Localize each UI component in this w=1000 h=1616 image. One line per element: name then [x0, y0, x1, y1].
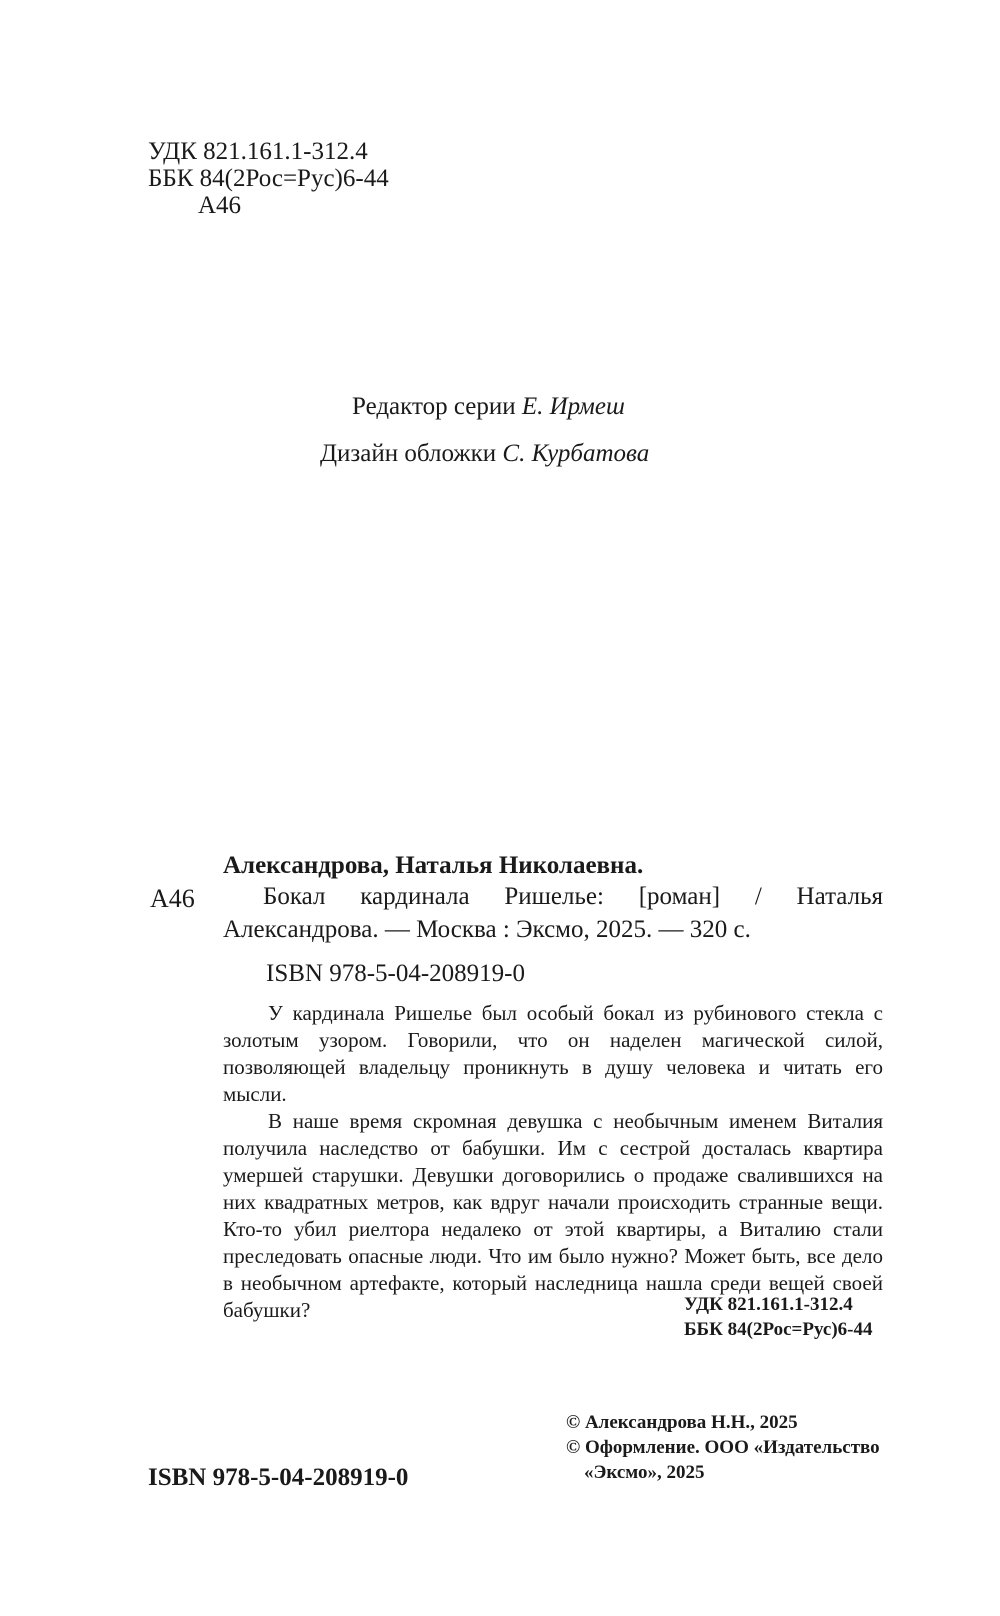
udk-code: УДК 821.161.1-312.4 [684, 1294, 853, 1315]
catalog-author-mark: А46 [150, 884, 195, 913]
copyright-line: © Оформление. ООО «Издательство [566, 1437, 880, 1458]
copyright-line: «Эксмо», 2025 [584, 1462, 705, 1483]
copyright-block [566, 1410, 880, 1485]
footer-classification-codes [684, 1292, 872, 1342]
annotation [223, 1000, 883, 1324]
copyright-line: © Александрова Н.Н., 2025 [566, 1412, 798, 1433]
bbk-code: ББК 84(2Рос=Рус)6-44 [148, 165, 389, 192]
header-classification-codes [148, 138, 389, 219]
cover-design-line [320, 440, 649, 468]
series-editor-label: Редактор серии [352, 393, 516, 420]
annotation-paragraph: У кардинала Ришелье был особый бокал из рубинового стекла с золотым узором. Говорили, что он наделен магической силой, позволяющей владельцу проникнуть в душу человека и читать его мысли. [223, 1001, 883, 1106]
udk-code: УДК 821.161.1-312.4 [148, 138, 368, 165]
series-editor-line [352, 393, 625, 421]
catalog-description: Бокал кардинала Ришелье: [роман] / Наталья Александрова. — Москва : Эксмо, 2025. — 320 с. [223, 883, 883, 943]
bbk-code: ББК 84(2Рос=Рус)6-44 [684, 1319, 873, 1340]
author-mark: А46 [198, 192, 242, 219]
catalog-isbn: ISBN 978-5-04-208919-0 [266, 960, 526, 987]
isbn: ISBN 978-5-04-208919-0 [148, 1464, 409, 1491]
cover-design-name: С. Курбатова [502, 440, 650, 467]
catalog-author-heading: Александрова, Наталья Николаевна. [223, 852, 644, 879]
cover-design-label: Дизайн обложки [320, 440, 497, 467]
annotation-paragraph: В наше время скромная девушка с необычным именем Виталия получила наследство от бабушки. Им с сестрой досталась квартира умершей старушки. Девушки договорились о продаже свалившихся на них квадратных метров, как вдруг начали происходить странные вещи. Кто-то убил риелтора недалеко от этой квартиры, а Виталию стали преследовать опасные люди. Что им было нужно? Может быть, все дело в необычном артефакте, который наследница нашла среди вещей своей бабушки? [223, 1109, 883, 1322]
series-editor-name: Е. Ирмеш [521, 393, 625, 420]
